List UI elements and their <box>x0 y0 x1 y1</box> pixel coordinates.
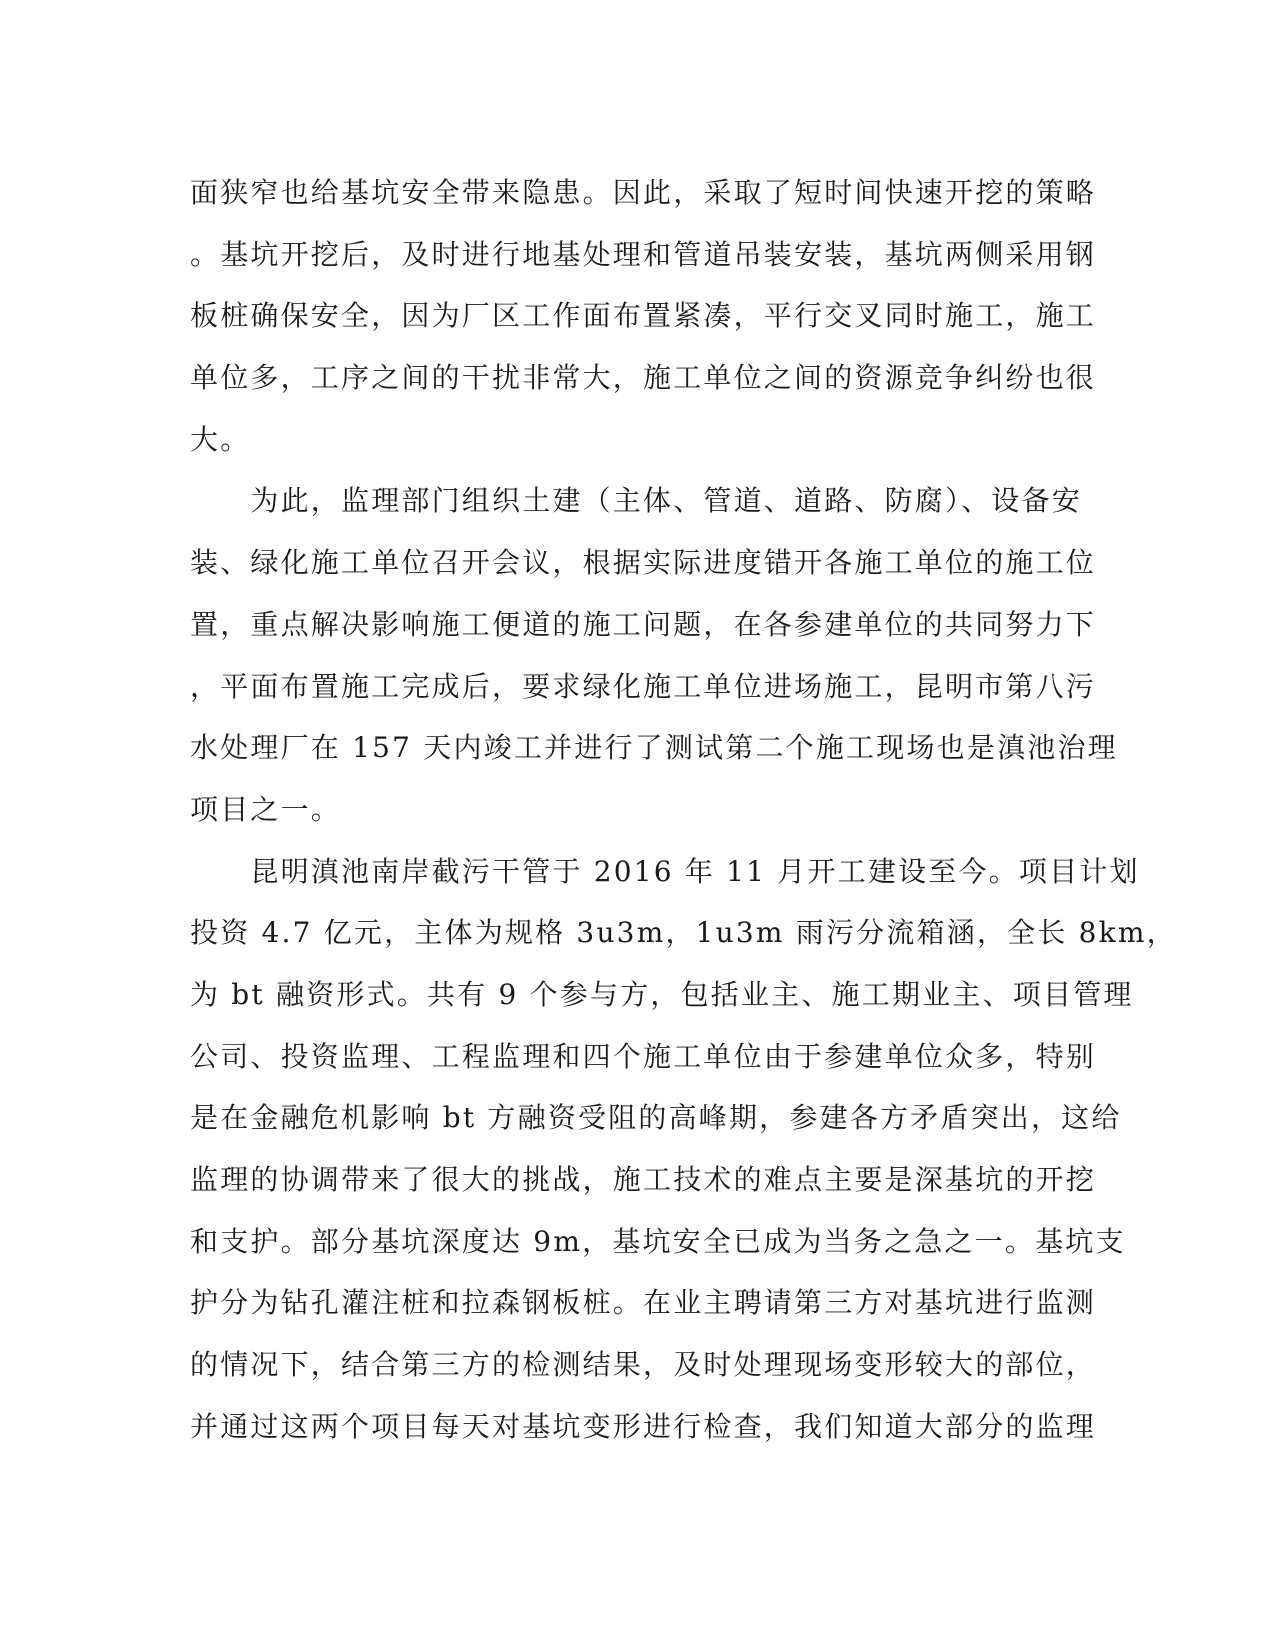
text-line: 项目之一。 <box>190 792 342 826</box>
text-line: 投资 4.7 亿元，主体为规格 3u3m，1u3m 雨污分流箱涵，全长 8km， <box>190 916 1177 950</box>
text-line: 装、绿化施工单位召开会议，根据实际进度错开各施工单位的施工位 <box>190 546 1097 580</box>
text-line: 并通过这两个项目每天对基坑变形进行检查，我们知道大部分的监理 <box>190 1409 1097 1443</box>
text-line: ，平面布置施工完成后，要求绿化施工单位进场施工，昆明市第八污 <box>190 669 1097 703</box>
text-line: 大。 <box>190 422 251 456</box>
text-line: 为 bt 融资形式。共有 9 个参与方，包括业主、施工期业主、项目管理 <box>190 977 1134 1011</box>
text-line: 监理的协调带来了很大的挑战，施工技术的难点主要是深基坑的开挖 <box>190 1163 1097 1196</box>
text-line: 和支护。部分基坑深度达 9m，基坑安全已成为当务之急之一。基坑支 <box>190 1224 1126 1258</box>
text-line: 昆明滇池南岸截污干管于 2016 年 11 月开工建设至今。项目计划 <box>190 854 1140 888</box>
text-line: 是在金融危机影响 bt 方融资受阻的高峰期，参建各方矛盾突出，这给 <box>190 1101 1122 1135</box>
text-line: 单位多，工序之间的干扰非常大，施工单位之间的资源竞争纠纷也很 <box>190 361 1097 395</box>
text-line: 水处理厂在 157 天内竣工并进行了测试第二个施工现场也是滇池治理 <box>190 731 1118 765</box>
text-line: 公司、投资监理、工程监理和四个施工单位由于参建单位众多，特别 <box>190 1039 1097 1073</box>
body-text <box>190 162 1177 1457</box>
text-line: 为此，监理部门组织土建（主体、管道、道路、防腐）、设备安 <box>190 484 1083 518</box>
text-line: 护分为钻孔灌注桩和拉森钢板桩。在业主聘请第三方对基坑进行监测 <box>190 1286 1097 1320</box>
text-line: 板桩确保安全，因为厂区工作面布置紧凑，平行交叉同时施工，施工 <box>190 299 1097 333</box>
text-line: 面狭窄也给基坑安全带来隐患。因此，采取了短时间快速开挖的策略 <box>190 176 1097 209</box>
text-line: 置，重点解决影响施工便道的施工问题，在各参建单位的共同努力下 <box>190 607 1097 641</box>
text-line: 。基坑开挖后，及时进行地基处理和管道吊装安装，基坑两侧采用钢 <box>190 237 1097 271</box>
text-line: 的情况下，结合第三方的检测结果，及时处理现场变形较大的部位， <box>190 1348 1097 1382</box>
